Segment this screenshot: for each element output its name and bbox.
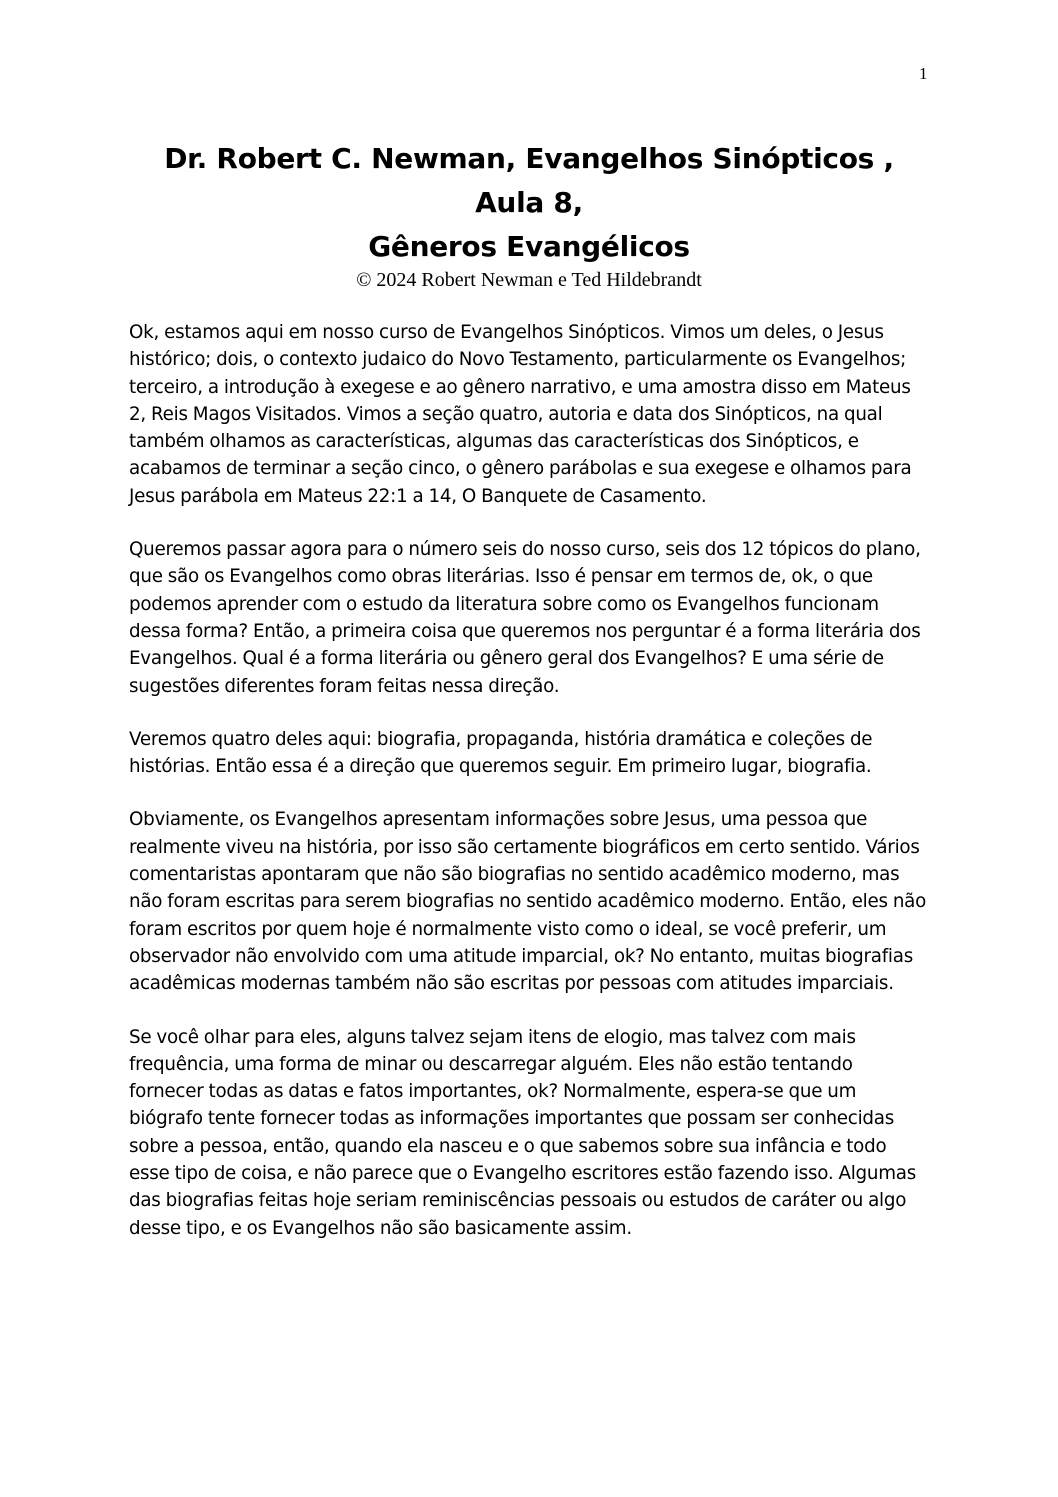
document-title-line-3: Gêneros Evangélicos bbox=[368, 230, 690, 263]
paragraph: Obviamente, os Evangelhos apresentam informações sobre Jesus, uma pessoa que realmente viveu na história, por isso são certamente biográficos em certo sentido. Vários comentaristas apontaram que não são biografias no sentido acadêmico moderno, mas não foram escritas para serem biografias no sentido acadêmico moderno. Então, eles não foram escritos por quem hoje é normalmente visto como o ideal, se você preferir, um observador não envolvido com uma atitude imparcial, ok? No entanto, muitas biografias acadêmicas modernas também não são escritas por pessoas com atitudes imparciais. bbox=[129, 809, 927, 995]
paragraph: Queremos passar agora para o número seis do nosso curso, seis dos 12 tópicos do plano, que são os Evangelhos como obras literárias. Isso é pensar em termos de, ok, o que podemos aprender com o estudo da literatura sobre como os Evangelhos funcionam dessa forma? Então, a primeira coisa que queremos nos perguntar é a forma literária dos Evangelhos. Qual é a forma literária ou gênero geral dos Evangelhos? E uma série de sugestões diferentes foram feitas nessa direção. bbox=[129, 539, 921, 697]
document-header bbox=[100, 137, 958, 292]
paragraph: Se você olhar para eles, alguns talvez sejam itens de elogio, mas talvez com mais frequência, uma forma de minar ou descarregar alguém. Eles não estão tentando fornecer todas as datas e fatos importantes, ok? Normalmente, espera-se que um biógrafo tente fornecer todas as informações importantes que possam ser conhecidas sobre a pessoa, então, quando ela nasceu e o que sabemos sobre sua infância e todo esse tipo de coisa, e não parece que o Evangelho escritores estão fazendo isso. Algumas das biografias feitas hoje seriam reminiscências pessoais ou estudos de caráter ou algo desse tipo, e os Evangelhos não são basicamente assim. bbox=[129, 1026, 917, 1239]
copyright-notice: © 2024 Robert Newman e Ted Hildebrandt bbox=[356, 269, 702, 291]
paragraph: Veremos quatro deles aqui: biografia, propaganda, história dramática e coleções de histórias. Então essa é a direção que queremos seguir. Em primeiro lugar, biografia. bbox=[129, 728, 873, 778]
paragraph: Ok, estamos aqui em nosso curso de Evangelhos Sinópticos. Vimos um deles, o Jesus histórico; dois, o contexto judaico do Novo Testamento, particularmente os Evangelhos; terceiro, a introdução à exegese e ao gênero narrativo, e uma amostra disso em Mateus 2, Reis Magos Visitados. Vimos a seção quatro, autoria e data dos Sinópticos, na qual também olhamos as características, algumas das características dos Sinópticos, e acabamos de terminar a seção cinco, o gênero parábolas e sua exegese e olhamos para Jesus parábola em Mateus 22:1 a 14, O Banquete de Casamento. bbox=[129, 322, 912, 507]
document-title-line-2: Aula 8, bbox=[475, 186, 583, 219]
page-number: 1 bbox=[919, 64, 928, 83]
document-body bbox=[129, 319, 929, 1268]
document-title-line-1: Dr. Robert C. Newman, Evangelhos Sinópticos , bbox=[164, 142, 894, 175]
